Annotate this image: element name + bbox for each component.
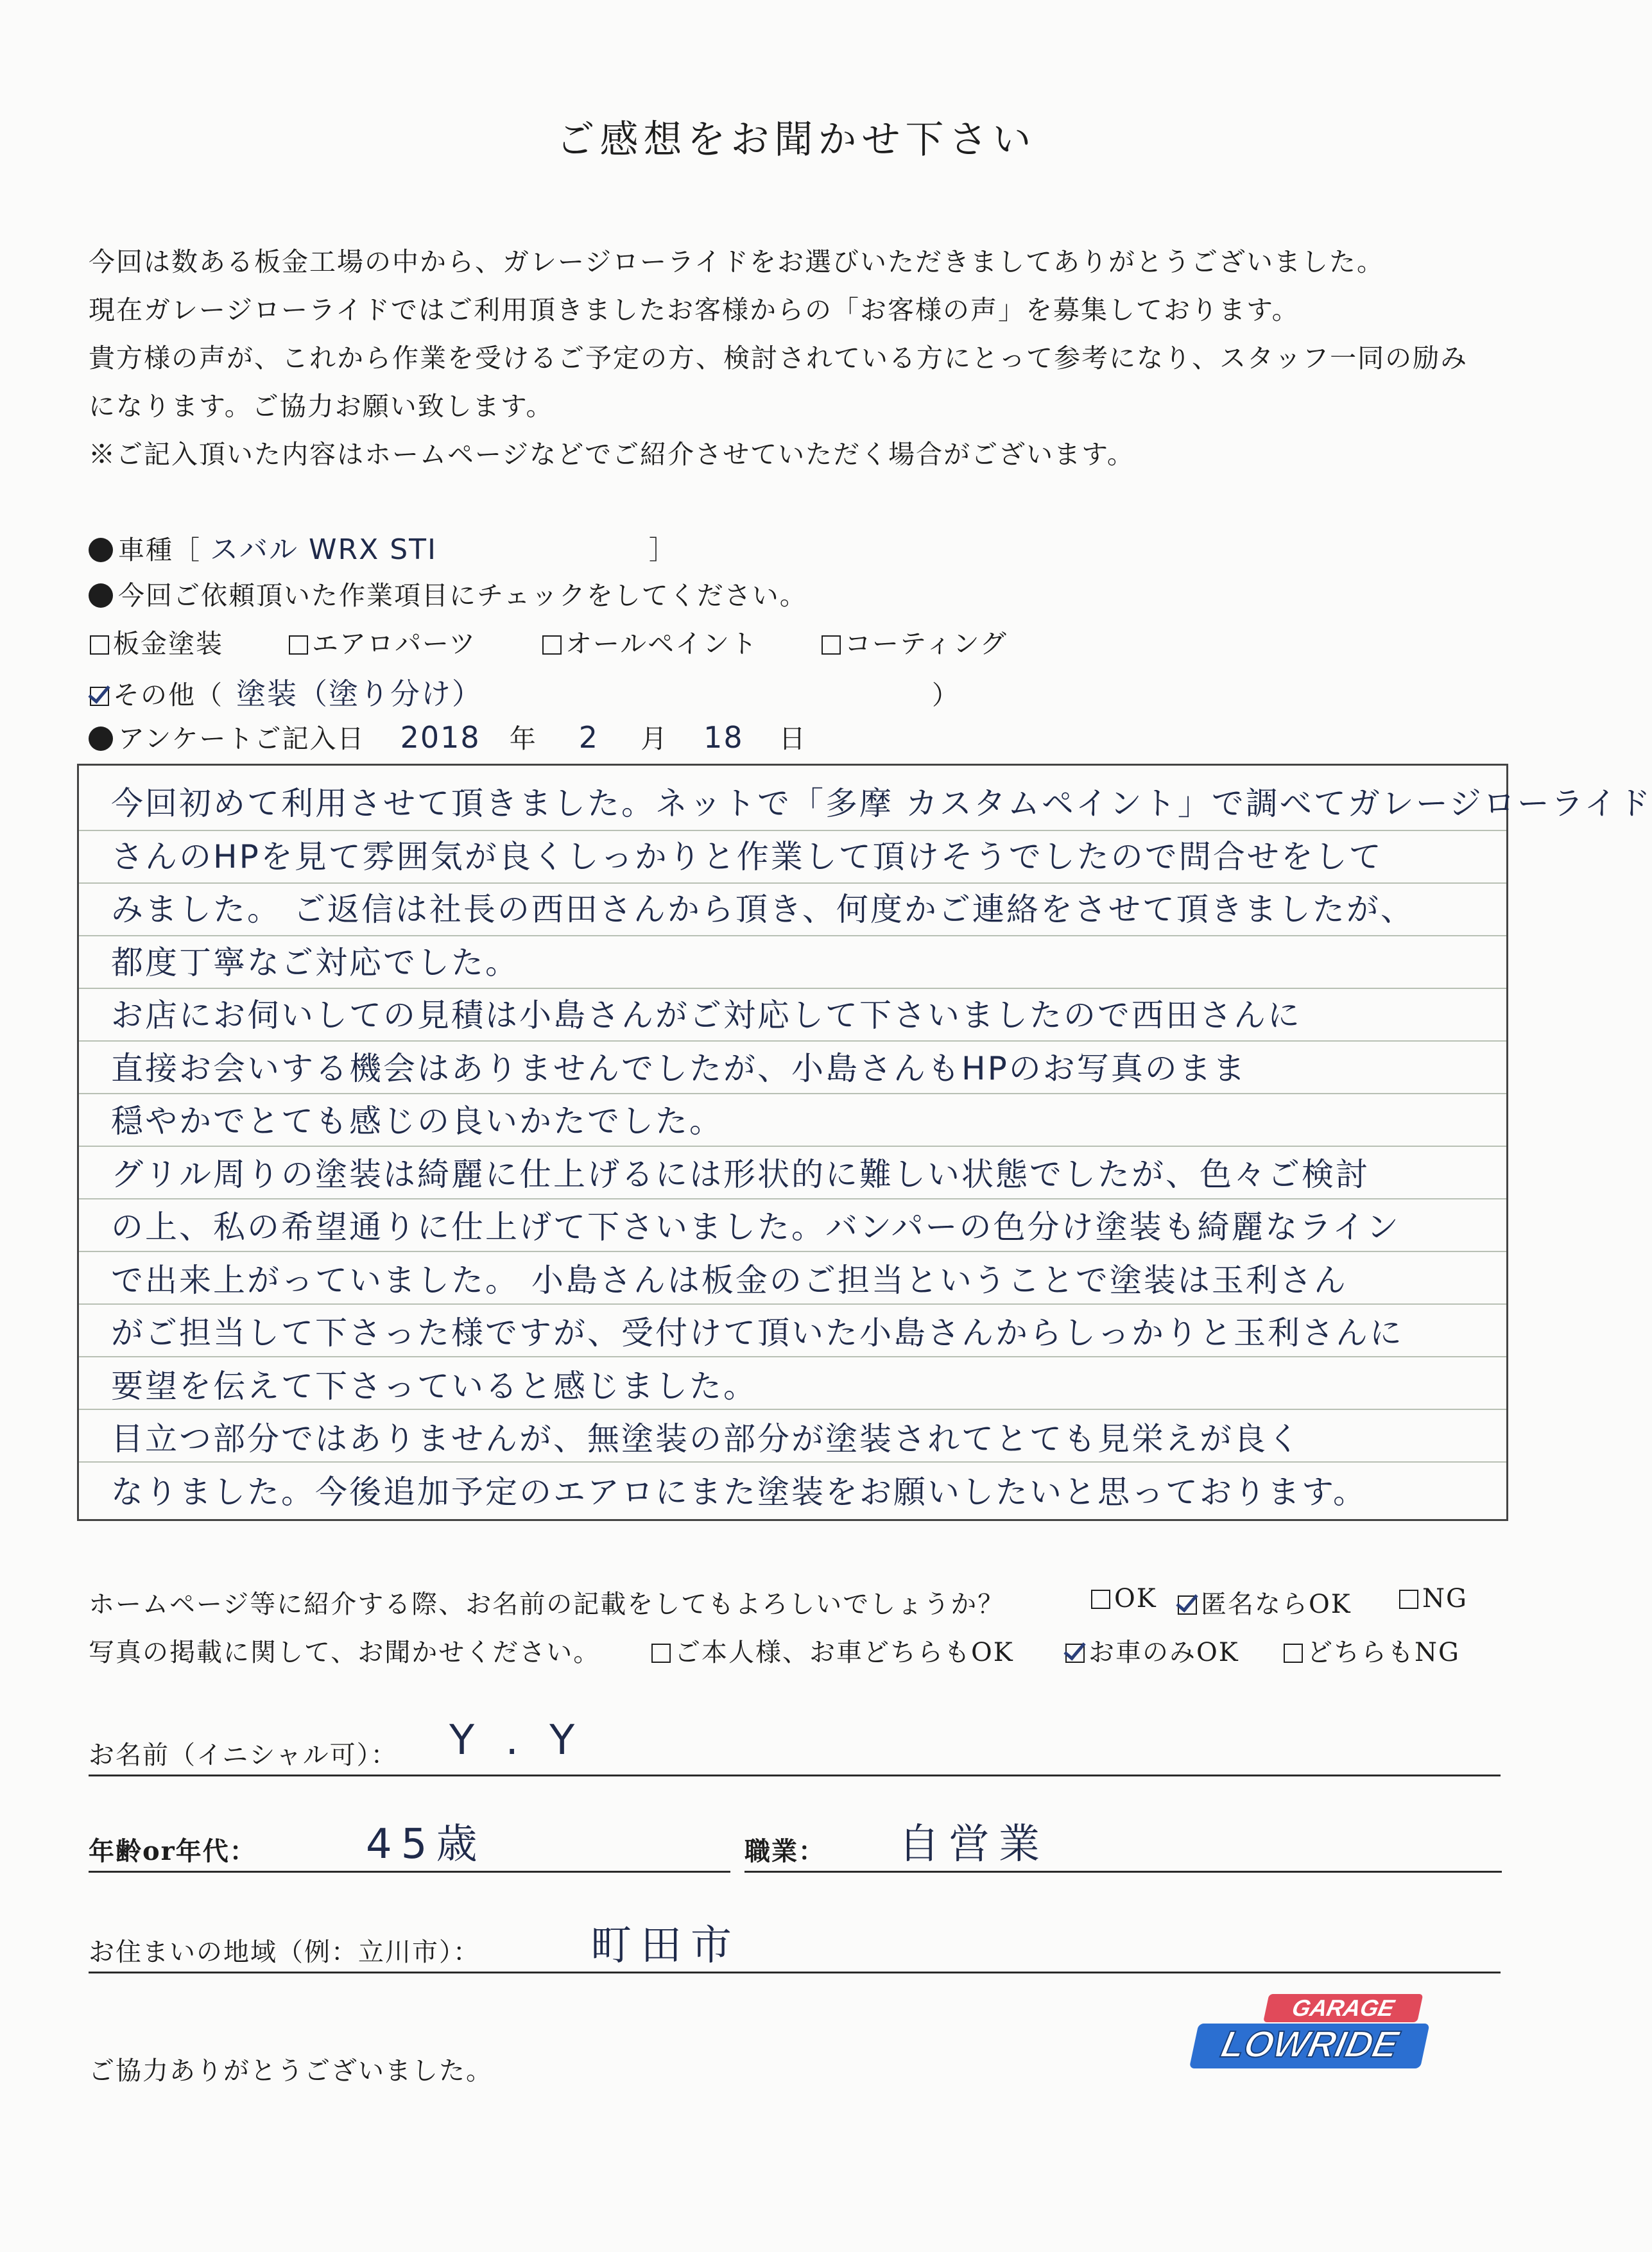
checked-checkbox-icon[interactable] bbox=[1065, 1644, 1085, 1663]
date-year[interactable]: 2018 bbox=[400, 720, 481, 755]
comment-line: なりました。今後追加予定のエアロにまた塗装をお願いしたいと思っております。 bbox=[111, 1473, 1367, 1511]
other-value[interactable]: 塗装（塗り分け） bbox=[236, 676, 483, 711]
car-row bbox=[89, 526, 676, 567]
name-underline bbox=[89, 1775, 1501, 1776]
job-label: 職業： bbox=[744, 1836, 825, 1866]
checkbox-icon[interactable] bbox=[1284, 1644, 1303, 1663]
comment-line: 要望を伝えて下さっていると感じました。 bbox=[111, 1367, 757, 1405]
comment-line: さんのHPを見て雰囲気が良くしっかりと作業して頂けそうでしたので問合せをして bbox=[111, 838, 1383, 875]
age-value[interactable]: 45歳 bbox=[366, 1821, 486, 1868]
checkbox-icon[interactable] bbox=[651, 1644, 671, 1663]
work-option-label: 板金塗装 bbox=[113, 628, 223, 659]
age-label: 年齢or年代： bbox=[89, 1836, 257, 1866]
footer-thanks: ご協力ありがとうございました。 bbox=[89, 2056, 493, 2086]
car-label: 車種［ bbox=[118, 535, 201, 565]
photo-consent-both[interactable] bbox=[651, 1632, 1014, 1669]
name-consent-ng[interactable] bbox=[1399, 1584, 1468, 1613]
job-underline bbox=[744, 1871, 1502, 1873]
intro-note: ※ご記入頂いた内容はホームページなどでご紹介させていただく場合がございます。 bbox=[89, 439, 1135, 470]
comment-line: 目立つ部分ではありませんが、無塗装の部分が塗装されてとても見栄えが良く bbox=[111, 1420, 1302, 1457]
option-label: どちらもNG bbox=[1307, 1638, 1460, 1667]
comment-text bbox=[111, 777, 1652, 1518]
job-value[interactable]: 自営業 bbox=[899, 1821, 1049, 1868]
checkbox-icon[interactable] bbox=[1091, 1590, 1110, 1609]
date-month[interactable]: 2 bbox=[578, 720, 599, 755]
comment-line: みました。 ご返信は社長の西田さんから頂き、何度かご連絡をさせて頂きましたが、 bbox=[111, 891, 1415, 928]
work-question: 今回ご依頼頂いた作業項目にチェックをしてください。 bbox=[118, 580, 807, 611]
logo-garage-text: GARAGE bbox=[1289, 1995, 1397, 2021]
photo-consent-none[interactable] bbox=[1284, 1632, 1460, 1669]
checkbox-icon[interactable] bbox=[289, 635, 308, 655]
option-label: NG bbox=[1422, 1584, 1468, 1613]
work-option-label: オールペイント bbox=[565, 628, 759, 659]
option-label: お車のみOK bbox=[1088, 1638, 1239, 1667]
work-option-allpaint[interactable] bbox=[542, 623, 758, 660]
bullet-icon bbox=[89, 583, 113, 608]
date-day-unit: 日 bbox=[779, 723, 807, 754]
car-close: ］ bbox=[648, 535, 676, 565]
name-label: お名前（イニシャル可）： bbox=[89, 1741, 398, 1770]
comment-line: 今回初めて利用させて頂きました。ネットで「多摩 カスタムペイント」で調べてガレージローライド bbox=[111, 785, 1652, 822]
garage-lowride-logo bbox=[1181, 1986, 1438, 2089]
checkbox-icon[interactable] bbox=[1399, 1590, 1418, 1609]
name-consent-question: ホームページ等に紹介する際、お名前の記載をしてもよろしいでしょうか？ bbox=[89, 1590, 1005, 1619]
option-label: OK bbox=[1114, 1584, 1157, 1613]
bullet-icon bbox=[89, 726, 113, 751]
age-underline bbox=[89, 1871, 730, 1873]
name-consent-ok[interactable] bbox=[1091, 1584, 1157, 1613]
option-label: ご本人様、お車どちらもOK bbox=[675, 1638, 1014, 1667]
other-close: ） bbox=[932, 680, 959, 710]
work-question-row bbox=[89, 574, 807, 612]
work-option-other[interactable] bbox=[90, 671, 959, 713]
intro-line-3: 貴方様の声が、これから作業を受けるご予定の方、検討されている方にとって参考になり、スタッフ一同の励み bbox=[89, 343, 1468, 374]
other-label: その他（ bbox=[113, 680, 223, 710]
work-option-coating[interactable] bbox=[822, 623, 1008, 660]
comment-line: 直接お会いする機会はありませんでしたが、小島さんもHPのお写真のまま bbox=[111, 1049, 1247, 1087]
page-title: ご感想をお聞かせ下さい bbox=[556, 117, 1037, 162]
date-month-unit: 月 bbox=[641, 723, 669, 754]
comment-line: 都度丁寧なご対応でした。 bbox=[111, 943, 519, 981]
option-label: 匿名ならOK bbox=[1201, 1590, 1352, 1619]
area-underline bbox=[89, 1972, 1501, 1973]
area-label: お住まいの地域（例：立川市）： bbox=[89, 1938, 480, 1967]
area-value[interactable]: 町田市 bbox=[590, 1922, 741, 1970]
name-consent-anonymous[interactable] bbox=[1178, 1584, 1352, 1620]
photo-consent-car-only[interactable] bbox=[1065, 1632, 1239, 1669]
comment-line: 穏やかでとても感じの良いかたでした。 bbox=[111, 1103, 723, 1140]
checked-checkbox-icon[interactable] bbox=[90, 687, 109, 706]
comment-line: の上、私の希望通りに仕上げて下さいました。バンパーの色分け塗装も綺麗なライン bbox=[111, 1208, 1400, 1246]
photo-consent-question: 写真の掲載に関して、お聞かせください。 bbox=[89, 1638, 601, 1667]
comment-line: グリル周りの塗装は綺麗に仕上げるには形状的に難しい状態でしたが、色々ご検討 bbox=[111, 1155, 1370, 1193]
checked-checkbox-icon[interactable] bbox=[1178, 1595, 1197, 1615]
comment-line: で出来上がっていました。 小島さんは板金のご担当ということで塗装は玉利さん bbox=[111, 1261, 1348, 1299]
checkbox-icon[interactable] bbox=[542, 635, 562, 655]
checkbox-icon[interactable] bbox=[90, 635, 109, 655]
work-option-label: エアロパーツ bbox=[312, 628, 477, 659]
date-day[interactable]: 18 bbox=[703, 720, 744, 755]
work-option-label: コーティング bbox=[845, 628, 1008, 659]
date-label: アンケートご記入日 bbox=[118, 723, 365, 754]
work-option-aero[interactable] bbox=[289, 623, 476, 660]
intro-line-4: になります。ご協力お願い致します。 bbox=[89, 391, 554, 422]
work-option-banking[interactable] bbox=[90, 623, 223, 660]
comment-line: がご担当して下さった様ですが、受付けて頂いた小島さんからしっかりと玉利さんに bbox=[111, 1314, 1404, 1352]
intro-line-2: 現在ガレージローライドではご利用頂きましたお客様からの「お客様の声」を募集しております。 bbox=[89, 295, 1300, 325]
checkbox-icon[interactable] bbox=[822, 635, 841, 655]
intro-line-1: 今回は数ある板金工場の中から、ガレージローライドをお選びいただきましてありがとうございました。 bbox=[89, 246, 1384, 277]
comment-line: お店にお伺いしての見積は小島さんがご対応して下さいましたので西田さんに bbox=[111, 997, 1302, 1034]
logo-lowride-text: LOWRIDE bbox=[1217, 2024, 1402, 2065]
comment-box[interactable] bbox=[77, 764, 1652, 1521]
date-row bbox=[89, 718, 807, 755]
bullet-icon bbox=[89, 538, 113, 562]
name-value[interactable]: Y . Y bbox=[449, 1717, 584, 1764]
car-value[interactable]: スバル WRX STI bbox=[210, 533, 437, 566]
date-year-unit: 年 bbox=[509, 723, 537, 754]
